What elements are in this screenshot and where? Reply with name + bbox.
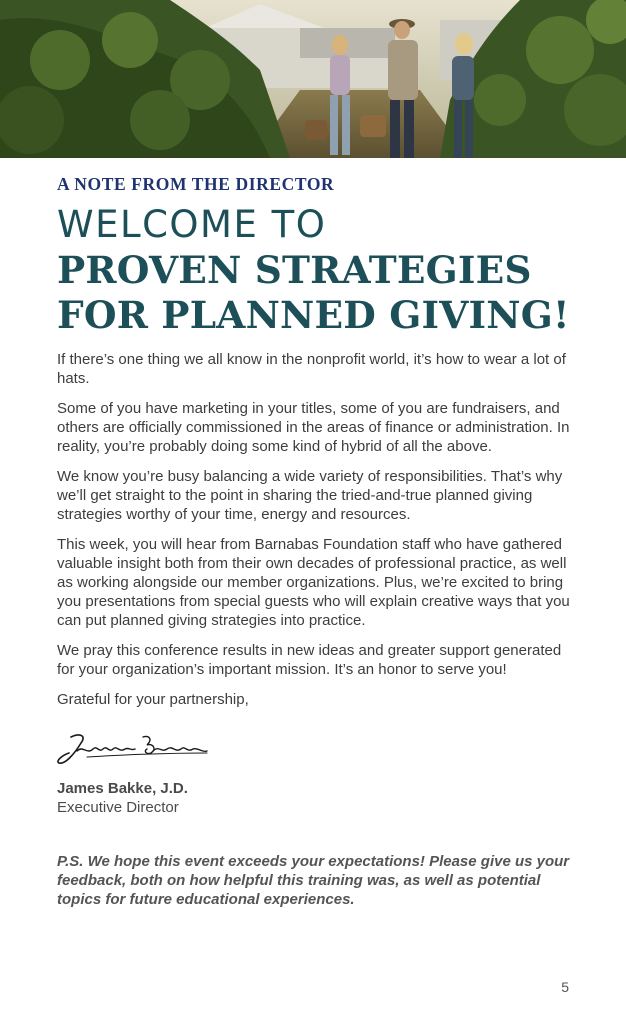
- letter-content: [57, 172, 577, 909]
- postscript: P.S. We hope this event exceeds your expectations! Please give us your feedback, both on how helpful this training was, as well as potential topics for future educational experiences.: [57, 853, 570, 908]
- body-paragraph: This week, you will hear from Barnabas Foundation staff who have gathered valuable insight both from their own decades of professional practice, as well as working alongside our member organizations. Plus, we’re excited to bring you presentations from special guests who will explain creative ways that you can put planned giving strategies into practice.: [57, 536, 570, 629]
- signatory-name: James Bakke, J.D.: [57, 780, 188, 797]
- body-paragraph: Some of you have marketing in your titles, some of you are fundraisers, and others are officially commissioned in the areas of finance or administration. In reality, you’re probably doing some kind of hybrid of all the above.: [57, 400, 570, 455]
- body-paragraph: We know you’re busy balancing a wide variety of responsibilities. That’s why we’ll get straight to the point in sharing the tried-and-true planned giving strategies worthy of your time, energy and resources.: [57, 468, 563, 523]
- page-number: 5: [561, 979, 569, 995]
- body-paragraph: If there’s one thing we all know in the nonprofit world, it’s how to wear a lot of hats.: [57, 351, 566, 387]
- title-line-planned-giving: FOR PLANNED GIVING!: [57, 293, 570, 337]
- closing-line: Grateful for your partnership,: [57, 691, 249, 708]
- section-kicker: A NOTE FROM THE DIRECTOR: [57, 174, 335, 194]
- letter-body: [57, 350, 577, 709]
- signatory-title: Executive Director: [57, 799, 179, 816]
- handwritten-signature: [57, 731, 577, 771]
- title-line-welcome: WELCOME TO: [57, 203, 327, 246]
- hero-photo: [0, 0, 626, 158]
- title-line-proven-strategies: PROVEN STRATEGIES: [57, 248, 532, 292]
- body-paragraph: We pray this conference results in new ideas and greater support generated for your organization’s important mission. It’s an honor to serve you!: [57, 642, 562, 678]
- hero-farm-illustration: [0, 0, 626, 158]
